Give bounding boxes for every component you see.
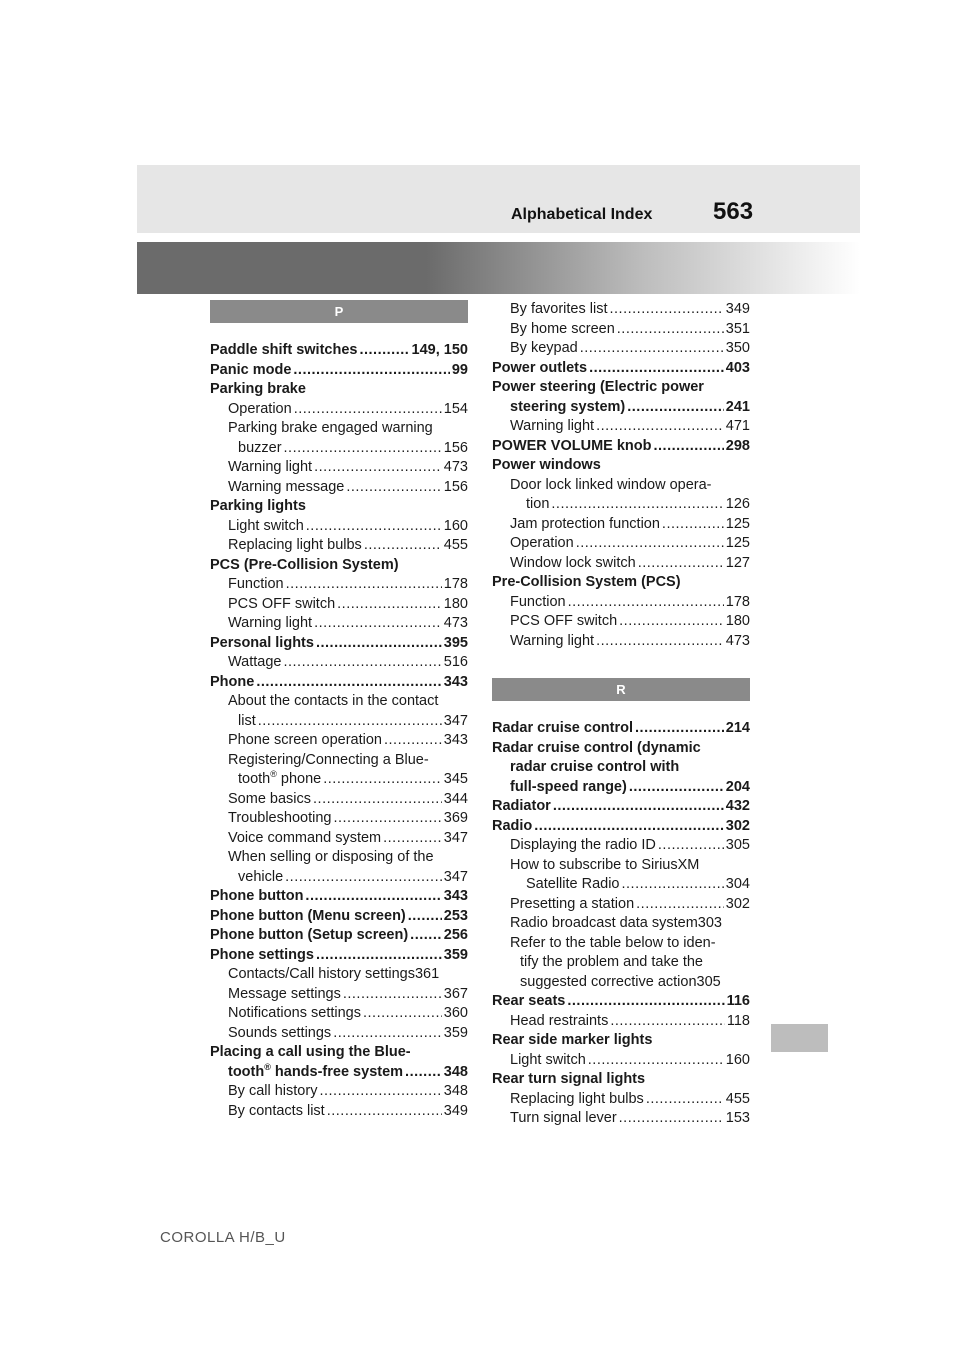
index-entry: Phone button (Menu screen) ..... 253 [210, 907, 468, 927]
page-number: 563 [713, 198, 754, 225]
index-subentry: By home screen ..... 351 [492, 320, 750, 340]
index-entry: Parking brake [210, 381, 306, 397]
index-entry: Radar cruise control ..... 214 [492, 719, 750, 739]
index-subentry: Notifications settings ..... 360 [210, 1004, 468, 1024]
index-subentry: About the contacts in the contact list ..... 347 [210, 692, 468, 731]
index-subentry: Registering/Connecting a Blue- tooth® phone ..... 345 [210, 751, 468, 790]
index-entry: Rear side marker lights [492, 1032, 653, 1048]
index-entry: Personal lights ..... 395 [210, 634, 468, 654]
index-subentry: Jam protection function ..... 125 [492, 515, 750, 535]
index-subentry: Warning light ..... 473 [492, 632, 750, 652]
index-entry: Phone button ..... 343 [210, 887, 468, 907]
index-subentry: Warning light ..... 471 [492, 417, 750, 437]
index-subentry: Replacing light bulbs ..... 455 [492, 1090, 750, 1110]
index-entry: Radar cruise control (dynamic radar cruise control with full-speed range) ..... 204 [492, 739, 750, 798]
index-subentry: Parking brake engaged warning buzzer ..... 156 [210, 419, 468, 458]
index-subentry: By favorites list ..... 349 [492, 300, 750, 320]
index-subentry: Displaying the radio ID ..... 305 [492, 836, 750, 856]
footer-model-code: COROLLA H/B_U [160, 1229, 286, 1246]
page-title: Alphabetical Index [511, 206, 653, 223]
index-subentry: Troubleshooting ..... 369 [210, 809, 468, 829]
index-subentry: Operation ..... 125 [492, 534, 750, 554]
index-subentry: Warning light ..... 473 [210, 614, 468, 634]
index-subentry: Head restraints ..... 118 [492, 1012, 750, 1032]
index-subentry: Function ..... 178 [210, 575, 468, 595]
index-entry: Phone ..... 343 [210, 673, 468, 693]
index-subentry: Replacing light bulbs ..... 455 [210, 536, 468, 556]
index-entry: Placing a call using the Blue- tooth® hands-free system ..... 348 [210, 1043, 468, 1082]
section-header-p: P [210, 300, 468, 323]
index-entry: POWER VOLUME knob ..... 298 [492, 437, 750, 457]
index-subentry: Some basics ..... 344 [210, 790, 468, 810]
index-subentry: Sounds settings ..... 359 [210, 1024, 468, 1044]
index-entry: Power steering (Electric power steering system) ..... 241 [492, 378, 750, 417]
index-subentry: Door lock linked window opera- tion ..... 126 [492, 476, 750, 515]
index-subentry: Turn signal lever ..... 153 [492, 1109, 750, 1129]
index-entry: Rear turn signal lights [492, 1071, 646, 1087]
index-entry: Phone button (Setup screen) ..... 256 [210, 926, 468, 946]
index-column-right [492, 300, 750, 1129]
thumb-index-tab [771, 1024, 828, 1052]
index-entry: Radiator ..... 432 [492, 797, 750, 817]
index-subentry: Message settings ..... 367 [210, 985, 468, 1005]
index-subentry: Operation ..... 154 [210, 400, 468, 420]
index-subentry: Phone screen operation ..... 343 [210, 731, 468, 751]
section-header-r: R [492, 678, 750, 701]
index-subentry: Refer to the table below to iden- tify the problem and take the suggested corrective action 305 [510, 934, 721, 990]
index-subentry: PCS OFF switch ..... 180 [210, 595, 468, 615]
index-subentry: Voice command system ..... 347 [210, 829, 468, 849]
index-entry: Panic mode ..... 99 [210, 361, 468, 381]
index-subentry: Warning message ..... 156 [210, 478, 468, 498]
index-subentry: Light switch ..... 160 [492, 1051, 750, 1071]
index-entry: Power windows [492, 457, 601, 473]
index-entry: Radio ..... 302 [492, 817, 750, 837]
decorative-gradient-bar [137, 242, 860, 294]
index-subentry: Light switch ..... 160 [210, 517, 468, 537]
index-subentry: How to subscribe to SiriusXM Satellite Radio ..... 304 [492, 856, 750, 895]
index-subentry: Presetting a station ..... 302 [492, 895, 750, 915]
index-entry: Pre-Collision System (PCS) [492, 574, 681, 590]
index-entry: PCS (Pre-Collision System) [210, 556, 399, 573]
index-subentry: Function ..... 178 [492, 593, 750, 613]
index-entry: Phone settings ..... 359 [210, 946, 468, 966]
index-subentry: By call history ..... 348 [210, 1082, 468, 1102]
index-entry: Parking lights [210, 498, 306, 514]
index-subentry: Window lock switch ..... 127 [492, 554, 750, 574]
index-entry: Rear seats ..... 116 [492, 992, 750, 1012]
index-entry: Power outlets ..... 403 [492, 359, 750, 379]
index-subentry: When selling or disposing of the vehicle ..... 347 [210, 848, 468, 887]
index-subentry: Contacts/Call history settings 361 [228, 966, 440, 982]
index-subentry: By keypad ..... 350 [492, 339, 750, 359]
index-subentry: Wattage ..... 516 [210, 653, 468, 673]
index-subentry: Warning light ..... 473 [210, 458, 468, 478]
index-subentry: By contacts list ..... 349 [210, 1102, 468, 1122]
index-subentry: Radio broadcast data system 303 [510, 915, 722, 931]
index-entry: Paddle shift switches ..... 149, 150 [210, 341, 468, 361]
index-subentry: PCS OFF switch ..... 180 [492, 612, 750, 632]
index-column-left [210, 300, 468, 1121]
